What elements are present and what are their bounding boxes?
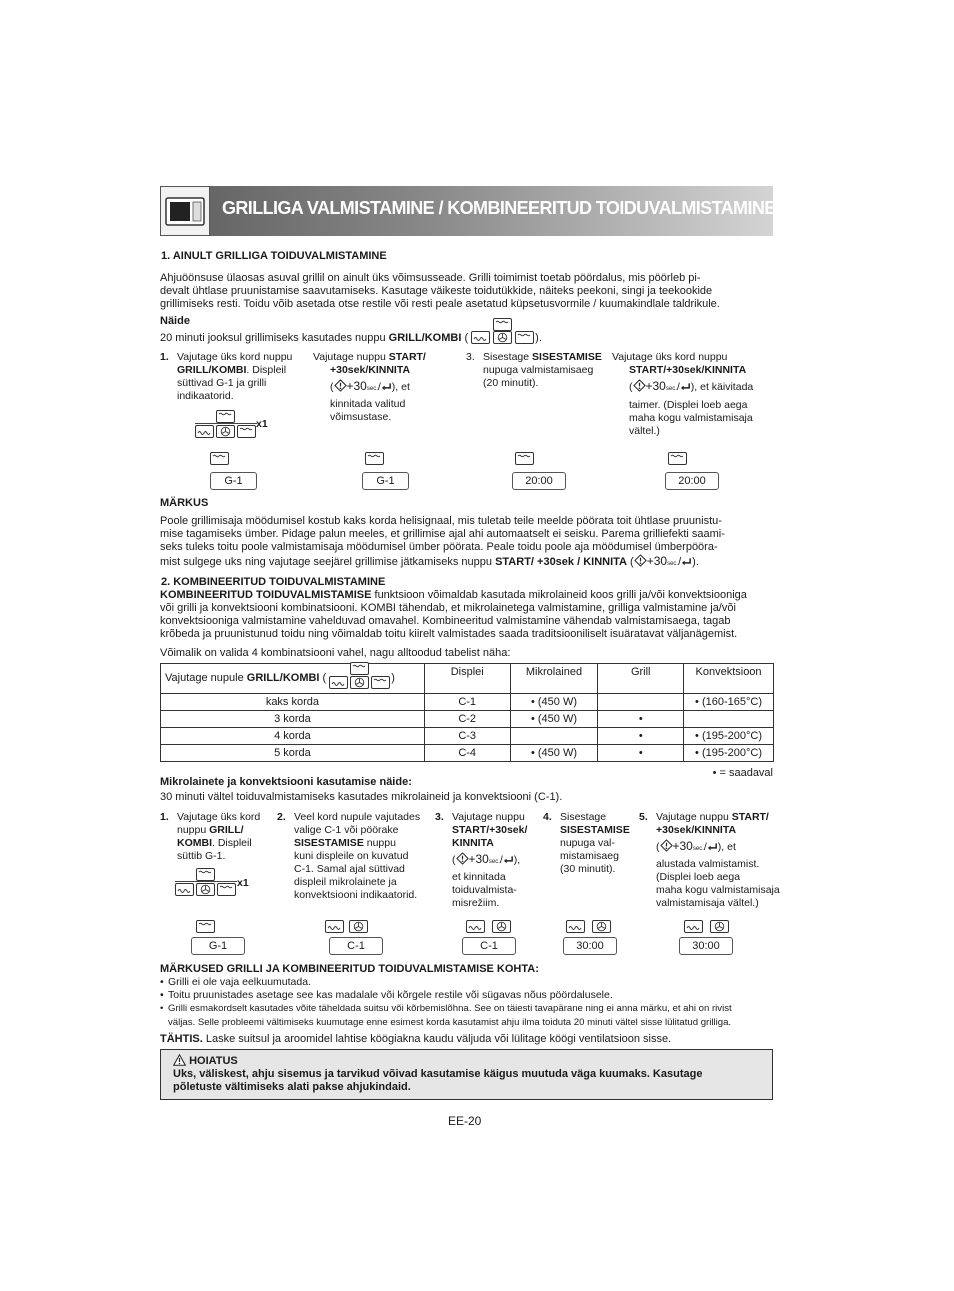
- start-icon: [634, 554, 647, 567]
- page-title: GRILLIGA VALMISTAMINE / KOMBINEERITUD TOIDUVALMISTAMINE: [222, 198, 776, 218]
- step-line: valmistamisaja vältel.): [656, 897, 759, 909]
- step-line: nuppu GRILL/: [177, 824, 244, 836]
- micro-icon: [195, 425, 214, 438]
- table-cell: •: [598, 728, 684, 745]
- page-number: EE-20: [448, 1114, 482, 1128]
- step-line: alustada valmistamist.: [656, 858, 760, 870]
- table-cell: 3 korda: [161, 711, 425, 728]
- display-readout: 20:00: [665, 472, 719, 490]
- step-line: valige C-1 või pöörake: [294, 824, 399, 836]
- step-line: toiduvalmista-: [452, 884, 517, 896]
- grill-icon: [237, 425, 256, 438]
- step-number: 2.: [277, 811, 286, 823]
- fan-indicator-icon: [710, 920, 729, 933]
- display-readout: 20:00: [512, 472, 566, 490]
- step-line: +30sek/KINNITA: [656, 824, 737, 836]
- step-line: nupuga val-: [560, 837, 615, 849]
- step-line: Sisestage: [560, 811, 607, 823]
- table-cell: C-3: [424, 728, 510, 745]
- display-readout: G-1: [362, 472, 409, 490]
- table-cell: [684, 711, 774, 728]
- step-line: Vajutage üks kord: [177, 811, 261, 823]
- start-icon: [334, 379, 347, 392]
- grill-icon: [217, 883, 236, 896]
- enter-icon: [707, 842, 718, 852]
- grill-icon: [371, 676, 390, 689]
- start-icon: [660, 839, 673, 852]
- grill-icon: [493, 318, 512, 331]
- step-line: Vajutage nuppu: [452, 811, 525, 823]
- start-button-glyph: ( +30sec./ ): [656, 839, 722, 853]
- combo-step-4: [543, 811, 630, 876]
- press-count: x1: [256, 418, 268, 430]
- step-line: displeil mikrolainete ja: [294, 876, 397, 888]
- table-cell: C-4: [424, 745, 510, 762]
- combo-step-5: 5. Vajutage nuppu START/ +30sek/KINNITA ( +30sec./ ), et alustada valmistamist. (Displei loeb aega maha kogu valmistamisaja valmistamisaja vältel.): [639, 811, 780, 909]
- start-icon: [456, 852, 469, 865]
- grill-indicator-icon: [515, 452, 534, 465]
- step-line: SISESTAMISE: [560, 824, 630, 836]
- grill-icon: [216, 410, 235, 423]
- combination-table: [160, 663, 774, 762]
- combo-step-1: [160, 811, 260, 863]
- table-cell: 4 korda: [161, 728, 425, 745]
- step-line: et kinnitada: [452, 871, 506, 883]
- notes-list: [160, 976, 773, 1030]
- note-heading: MÄRKUS: [160, 497, 209, 509]
- grill-indicator-icon: [365, 452, 384, 465]
- step-line: KINNITA: [452, 837, 494, 849]
- grill-indicator-icon: [196, 920, 215, 933]
- step-line: süttib G-1.: [177, 850, 226, 862]
- note-text: Poole grillimisaja möödumisel kostub kaks korda helisignaal, mis tuletab teile meelde pöörata toit ühtlase pruunistu- mise tagamiseks ümber. Pidage palun meeles, et grillimise ajal ahi automaatselt ei seisku. Parema grilliefekti saami- seks tuleks toitu poole valmistamisaja möödumisel ümber pöörata. Peale toidu poole aja möödumisel ümberpööra- mist sulgege uks ning vajutage seejärel grillimise jätkamiseks nuppu START/ +30sek / KINNITA ( +30sec./ ).: [160, 515, 725, 568]
- table-row: [161, 694, 774, 711]
- fan-icon: [196, 883, 215, 896]
- grill-kombi-button-icon: [329, 672, 391, 686]
- section-intro: [160, 272, 773, 311]
- step-line: KOMBI. Displeil: [177, 837, 252, 849]
- step-line: (Displei loeb aega: [656, 871, 741, 883]
- text-line: Ahjuöönsuse ülaosas asuval grillil on ainult üks võimsusseade. Grilli toimimist toetab pöördalus, mis pöörleb pi-: [160, 272, 701, 284]
- step-4: Vajutage üks kord nuppu START/+30sek/KINNITA ( +30sec./ ), et käivitada taimer. (Displei loeb aega maha kogu valmistamisaja vältel.): [612, 351, 754, 437]
- step-number: 5.: [639, 811, 648, 823]
- table-cell: • (450 W): [510, 694, 598, 711]
- table-cell: • (450 W): [510, 745, 598, 762]
- fan-icon: [216, 425, 235, 438]
- step-number: 3.: [435, 811, 444, 823]
- text-line: grillimiseks resti. Toidu võib asetada otse restile või resti peale asetatud küpsetusvormile / kuumakindlale taldrikule.: [160, 298, 720, 310]
- table-cell: •: [598, 711, 684, 728]
- display-readout: G-1: [210, 472, 257, 490]
- step-2: Vajutage nuppu START/ +30sek/KINNITA ( +30sec./ ), et kinnitada valitud võimsustase.: [313, 351, 426, 423]
- table-intro: Võimalik on valida 4 kombinatsiooni vahel, nagu alltoodud tabelist näha:: [160, 647, 511, 659]
- grill-indicator-icon: [668, 452, 687, 465]
- fan-indicator-icon: [592, 920, 611, 933]
- example-text: 20 minuti jooksul grillimiseks kasutades nuppu GRILL/KOMBI ( ).: [160, 330, 542, 345]
- enter-icon: [680, 382, 691, 392]
- table-row: [161, 728, 774, 745]
- table-cell: •: [598, 745, 684, 762]
- section-heading: 1. AINULT GRILLIGA TOIDUVALMISTAMINE: [161, 250, 387, 262]
- table-legend: • = saadaval: [712, 767, 773, 779]
- enter-icon: [681, 557, 692, 567]
- button-illustration: [175, 868, 237, 896]
- micro-icon: [175, 883, 194, 896]
- important-note: TÄHTIS. Laske suitsul ja aroomidel lahtise köögiakna kaudu väljuda või lülitage köögi ventilatsioon sisse.: [160, 1033, 672, 1045]
- grill-icon: [350, 662, 369, 675]
- table-header-cell: Vajutage nupule GRILL/KOMBI ( ): [161, 664, 425, 694]
- list-item: • Toitu pruunistades asetage see kas madalale või kõrgele restile või sügavas nõus pöördalusele.: [160, 989, 613, 1001]
- enter-icon: [381, 382, 392, 392]
- table-cell: • (450 W): [510, 711, 598, 728]
- example-heading: Näide: [160, 315, 190, 327]
- table-row: [161, 745, 774, 762]
- grill-indicator-icon: [210, 452, 229, 465]
- combo-step-3: 3. Vajutage nuppu START/+30sek/ KINNITA ( +30sec./ ), et kinnitada toiduvalmista- misrežiim.: [435, 811, 528, 909]
- table-cell: [598, 694, 684, 711]
- table-header-cell: Grill: [598, 664, 684, 694]
- press-count: x1: [237, 877, 249, 889]
- step-1: 1. Vajutage üks kord nuppu GRILL/KOMBI. Displeil süttivad G-1 ja grilli indikaatorid.: [160, 351, 293, 402]
- step-3: 3. Sisestage SISESTAMISE nupuga valmistamisaeg (20 minutit).: [466, 351, 602, 389]
- table-cell: kaks korda: [161, 694, 425, 711]
- step-line: misrežiim.: [452, 897, 500, 909]
- warning-box: HOIATUS Uks, väliskest, ahju sisemus ja tarvikud võivad kasutamise käigus muutuda väga kuumaks. Kasutage põletuste vältimiseks alati pakse ahjukindaid.: [160, 1049, 773, 1100]
- fan-icon: [493, 331, 512, 344]
- start-icon: [633, 379, 646, 392]
- table-header-row: [161, 664, 774, 694]
- table-header-cell: Konvektsioon: [684, 664, 774, 694]
- table-header-cell: Mikrolained: [510, 664, 598, 694]
- micro-indicator-icon: [466, 920, 485, 933]
- warning-icon: [173, 1054, 186, 1066]
- micro-indicator-icon: [325, 920, 344, 933]
- display-readout: G-1: [191, 937, 245, 955]
- table-cell: C-1: [424, 694, 510, 711]
- grill-icon: [196, 868, 215, 881]
- text-line: devalt ühtlase pruunistamise saavutamiseks. Kasutage väikeste toidutükkide, näiteks peekoni, singi ja teekookide: [160, 285, 713, 297]
- button-illustration: [195, 410, 257, 438]
- step-number: 4.: [543, 811, 552, 823]
- table-cell: • (160-165°C): [684, 694, 774, 711]
- display-readout: C-1: [462, 937, 516, 955]
- combo-step-2: [277, 811, 420, 902]
- step-number: 1.: [160, 811, 169, 823]
- fan-indicator-icon: [349, 920, 368, 933]
- table-cell: • (195-200°C): [684, 745, 774, 762]
- grill-kombi-button-icon: [471, 330, 535, 344]
- table-cell: 5 korda: [161, 745, 425, 762]
- display-readout: 30:00: [679, 937, 733, 955]
- enter-icon: [503, 855, 514, 865]
- micro-icon: [471, 331, 490, 344]
- display-readout: C-1: [329, 937, 383, 955]
- step-line: mistamisaeg: [560, 850, 619, 862]
- table-cell: [510, 728, 598, 745]
- step-line: (30 minutit).: [560, 863, 616, 875]
- section-intro: KOMBINEERITUD TOIDUVALMISTAMISE funktsioon võimaldab kasutada mikrolaineid koos grilli ja/või konvektsiooniga või grilli ja konvektsiooni kombinatsiooni. KOMBI tähendab, et mikrolainetega valmistamine, grilliga valmistamine ja/või konvektsiooniga valmistamine vahelduvad omavahel. Kombineeritud valmistamine vähendab valmistamisaega, tagab krõbeda ja pruunistunud toidu ning võimaldab toitu kiirelt valmistades saada traditsiooniliselt isuäratavat väljanägemist.: [160, 589, 747, 640]
- step-line: SISESTAMISE nuppu: [294, 837, 396, 849]
- notes-heading: MÄRKUSED GRILLI JA KOMBINEERITUD TOIDUVALMISTAMISE KOHTA:: [160, 963, 539, 975]
- micro-indicator-icon: [566, 920, 585, 933]
- step-line: C-1. Samal ajal süttivad: [294, 863, 405, 875]
- list-item: • Grilli esmakordselt kasutades võite täheldada suitsu või kõrbemislõhna. See on täiesti tavapärane ning ei anna märku, et ahi on rivist: [160, 1003, 732, 1014]
- micro-indicator-icon: [684, 920, 703, 933]
- table-row: [161, 711, 774, 728]
- table-cell: C-2: [424, 711, 510, 728]
- step-line: konvektsiooni indikaatorid.: [294, 889, 418, 901]
- table-cell: • (195-200°C): [684, 728, 774, 745]
- oven-icon: [160, 186, 210, 236]
- section-heading: 2. KOMBINEERITUD TOIDUVALMISTAMINE: [161, 576, 386, 588]
- start-button-glyph: ( +30sec./ ): [452, 852, 518, 866]
- micro-icon: [329, 676, 348, 689]
- step-line: Veel kord nupule vajutades: [294, 811, 421, 823]
- grill-icon: [515, 331, 534, 344]
- fan-indicator-icon: [492, 920, 511, 933]
- example-heading: Mikrolainete ja konvektsiooni kasutamise näide:: [160, 776, 412, 788]
- step-line: START/+30sek/: [452, 824, 528, 836]
- step-line: kuni displeile on kuvatud: [294, 850, 409, 862]
- warning-title: HOIATUS: [173, 1054, 760, 1068]
- display-readout: 30:00: [563, 937, 617, 955]
- table-header-cell: Displei: [424, 664, 510, 694]
- step-line: maha kogu valmistamisaja: [656, 884, 780, 896]
- list-item: • Grilli ei ole vaja eelkuumutada.: [160, 976, 311, 988]
- list-item-continued: väljas. Selle probleemi vältimiseks kuumutage enne esimest korda kasutamist ahju ilma toiduta 20 minuti vältel sisse lülitatud grilliga.: [168, 1017, 732, 1029]
- step-line: Vajutage nuppu START/: [656, 811, 769, 823]
- fan-icon: [350, 676, 369, 689]
- example-text: 30 minuti vältel toiduvalmistamiseks kasutades mikrolaineid ja konvektsiooni (C-1).: [160, 791, 563, 803]
